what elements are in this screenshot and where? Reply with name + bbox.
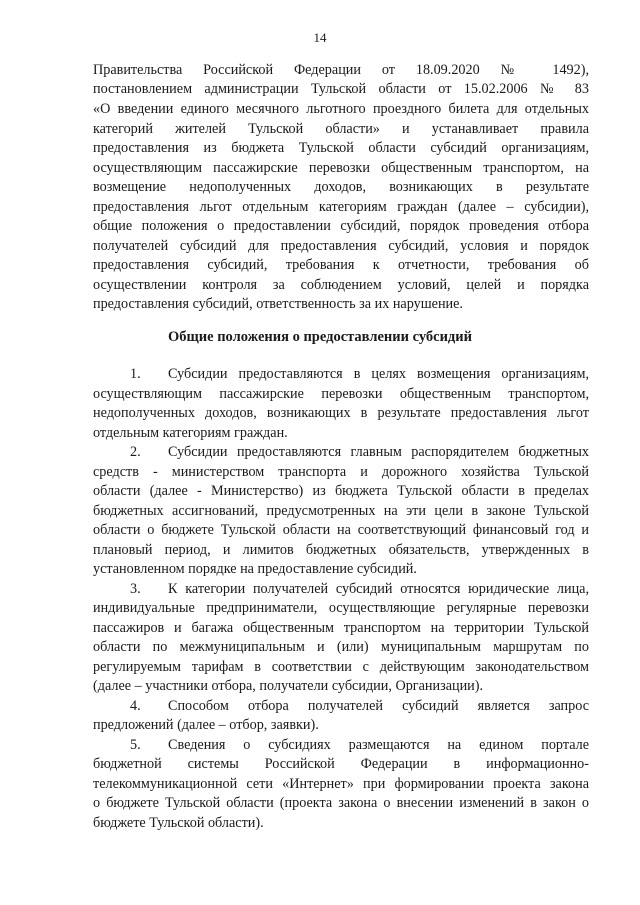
text-line: возмещение недополученных доходов, возникающих в результате: [93, 179, 589, 195]
text-line: бюджетной системы Российской Федерации в информационно-: [93, 756, 589, 772]
text-line: индивидуальные предприниматели, осуществляющие регулярные перевозки: [93, 600, 589, 616]
item-number: 3.: [130, 581, 141, 597]
text-line: предоставления субсидий, требования к отчетности, требования об: [93, 257, 589, 273]
item-number: 2.: [130, 444, 141, 460]
text-line: «О введении единого месячного льготного проездного билета для отдельных: [93, 101, 589, 117]
text-line: осуществлении контроля за соблюдением условий, целей и порядка: [93, 277, 589, 293]
text-line: области о бюджете Тульской области на соответствующий финансовый год и: [93, 522, 589, 538]
text-line: установленном порядке на предоставление субсидий.: [93, 561, 417, 577]
text-line: получателей субсидий для предоставления субсидий, условия и порядок: [93, 238, 589, 254]
item-number: 1.: [130, 366, 141, 382]
text-line: Сведения о субсидиях размещаются на едином портале: [168, 737, 589, 753]
text-line: осуществляющим пассажирские перевозки общественным транспортом,: [93, 386, 589, 402]
section-heading: Общие положения о предоставлении субсидий: [168, 329, 472, 345]
text-line: пассажиров и багажа общественным транспортом на территории Тульской: [93, 620, 589, 636]
text-line: общие положения о предоставлении субсидий, порядок проведения отбора: [93, 218, 589, 234]
item-number: 4.: [130, 698, 141, 714]
text-line: (далее – участники отбора, получатели субсидии, Организации).: [93, 678, 484, 694]
text-line: предложений (далее – отбор, заявки).: [93, 717, 319, 733]
text-line: средств - министерством транспорта и дорожного хозяйства Тульской: [93, 464, 589, 480]
text-line: бюджете Тульской области).: [93, 815, 264, 831]
text-line: предоставления субсидий, ответственность за их нарушение.: [93, 296, 463, 312]
text-line: бюджетных ассигнований, предусмотренных на эти цели в законе Тульской: [93, 503, 589, 519]
text-line: телекоммуникационной сети «Интернет» при формировании проекта закона: [93, 776, 589, 792]
text-line: категорий жителей Тульской области» и устанавливает правила: [93, 121, 589, 137]
text-line: предоставления из бюджета Тульской области субсидий организациям,: [93, 140, 589, 156]
text-line: области (далее - Министерство) из бюджета Тульской области в пределах: [93, 483, 589, 499]
text-line: недополученных доходов, возникающих в результате предоставления льгот: [93, 405, 589, 421]
text-line: предоставления льгот отдельным категориям граждан (далее – субсидии),: [93, 199, 589, 215]
page-number: 14: [313, 30, 327, 45]
item-number: 5.: [130, 737, 141, 753]
text-line: Способом отбора получателей субсидий является запрос: [168, 698, 589, 714]
text-line: о бюджете Тульской области (проекта закона о внесении изменений в закон о: [93, 795, 589, 811]
text-line: Субсидии предоставляются в целях возмещения организациям,: [168, 366, 589, 382]
text-line: области по межмуниципальным и (или) муниципальным маршрутам по: [93, 639, 589, 655]
text-line: регулируемым тарифам в соответствии с действующим законодательством: [93, 659, 589, 675]
text-line: плановый период, и лимитов бюджетных обязательств, утвержденных в: [93, 542, 589, 558]
text-line: осуществляющим пассажирские перевозки общественным транспортом, на: [93, 160, 589, 176]
text-line: постановлением администрации Тульской области от 15.02.2006 № 83: [93, 81, 589, 97]
text-line: К категории получателей субсидий относятся юридические лица,: [168, 581, 589, 597]
text-line: отдельным категориям граждан.: [93, 425, 288, 441]
text-line: Субсидии предоставляются главным распорядителем бюджетных: [168, 444, 589, 460]
text-line: Правительства Российской Федерации от 18.09.2020 № 1492),: [93, 62, 589, 78]
